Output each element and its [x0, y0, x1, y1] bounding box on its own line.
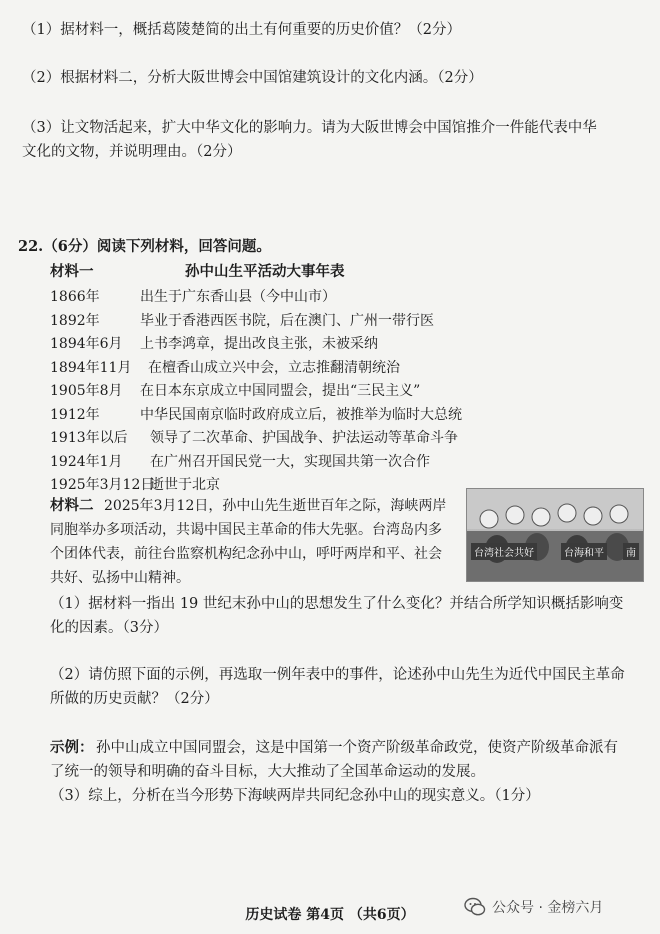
- q22-header: 22.（6分）阅读下列材料，回答问题。: [18, 238, 271, 255]
- timeline-year: 1913年以后: [50, 430, 128, 446]
- material1-title: 孙中山生平活动大事年表: [185, 263, 345, 280]
- q22-sub2-line1: （2）请仿照下面的示例，再选取一例年表中的事件，论述孙中山先生为近代中国民主革命: [50, 667, 625, 683]
- timeline-event: 毕业于香港西医书院，后在澳门、广州一带行医: [140, 312, 434, 329]
- q22-sub3: （3）综上，分析在当今形势下海峡两岸共同纪念孙中山的现实意义。（1分）: [50, 788, 540, 804]
- material2-line2: 同胞举办多项活动，共谒中国民主革命的伟大先驱。台湾岛内多: [50, 522, 442, 538]
- q22-sub2-line2: 所做的历史贡献？（2分）: [50, 691, 219, 707]
- memorial-photo: [466, 488, 644, 582]
- q21-sub3-line2: 文化的文物，并说明理由。（2分）: [22, 144, 242, 160]
- q21-sub3-line1: （3）让文物活起来，扩大中华文化的影响力。请为大阪世博会中国馆推介一件能代表中华: [22, 120, 597, 136]
- watermark: [464, 896, 603, 918]
- timeline-event: 在日本东京成立中国同盟会，提出“三民主义”: [140, 383, 421, 399]
- photo-banner-1: 台湾社会共好: [471, 543, 537, 560]
- timeline-event: 在广州召开国民党一大，实现国共第一次合作: [150, 453, 430, 470]
- timeline-event: 上书李鸿章，提出改良主张，未被采纳: [140, 336, 378, 352]
- timeline-row: [50, 405, 462, 425]
- timeline-row: [50, 311, 434, 331]
- q22-sub1-line1: （1）据材料一指出 19 世纪末孙中山的思想发生了什么变化？并结合所学知识概括影响变: [50, 596, 624, 612]
- photo-banner-3: 南: [623, 543, 639, 560]
- q21-sub1: （1）据材料一，概括葛陵楚简的出土有何重要的历史价值？（2分）: [22, 22, 461, 38]
- timeline-year: 1866年: [50, 289, 100, 305]
- material1-label: 材料一: [50, 263, 94, 280]
- timeline-year: 1924年1月: [50, 453, 123, 470]
- q21-sub2: （2）根据材料二，分析大阪世博会中国馆建筑设计的文化内涵。（2分）: [22, 70, 483, 86]
- wechat-icon: [464, 896, 486, 918]
- timeline-year: 1912年: [50, 406, 100, 423]
- crowd-graphic: [467, 489, 643, 581]
- material2-line4: 共好、弘扬中山精神。: [50, 570, 190, 586]
- timeline-row: [50, 475, 220, 495]
- timeline-year: 1925年3月12日: [50, 477, 155, 493]
- material2-label: 材料二: [50, 497, 94, 514]
- timeline-year: 1894年6月: [50, 336, 123, 352]
- timeline-row: [50, 358, 400, 378]
- timeline-row: [50, 334, 378, 354]
- timeline-row: [50, 428, 458, 448]
- timeline-event: 领导了二次革命、护国战争、护法运动等革命斗争: [150, 430, 458, 446]
- timeline-event: 逝世于北京: [150, 477, 220, 493]
- timeline-row: [50, 381, 421, 401]
- timeline-event: 在檀香山成立兴中会，立志推翻清朝统治: [148, 359, 400, 376]
- timeline-row: [50, 452, 430, 472]
- timeline-event: 中华民国南京临时政府成立后，被推举为临时大总统: [140, 406, 462, 423]
- example-line1: 孙中山成立中国同盟会，这是中国第一个资产阶级革命政党，使资产阶级革命派有: [96, 740, 618, 756]
- watermark-text: 公众号 · 金榜六月: [492, 900, 604, 916]
- photo-banner-2: 台海和平: [561, 543, 607, 560]
- q22-sub1-line2: 化的因素。（3分）: [50, 620, 168, 636]
- timeline-event: 出生于广东香山县（今中山市）: [140, 289, 336, 305]
- material2-line1: 2025年3月12日，孙中山先生逝世百年之际，海峡两岸: [104, 498, 447, 514]
- example-label: 示例：: [50, 739, 94, 756]
- material2-line3: 个团体代表，前往台监察机构纪念孙中山，呼吁两岸和平、社会: [50, 546, 442, 562]
- timeline-year: 1894年11月: [50, 359, 132, 376]
- page-footer: 历史试卷 第4页 （共6页）: [245, 907, 415, 923]
- timeline-year: 1892年: [50, 312, 100, 329]
- timeline-year: 1905年8月: [50, 383, 123, 399]
- example-line2: 了统一的领导和明确的奋斗目标，大大推动了全国革命运动的发展。: [50, 764, 485, 780]
- timeline-row: [50, 287, 336, 307]
